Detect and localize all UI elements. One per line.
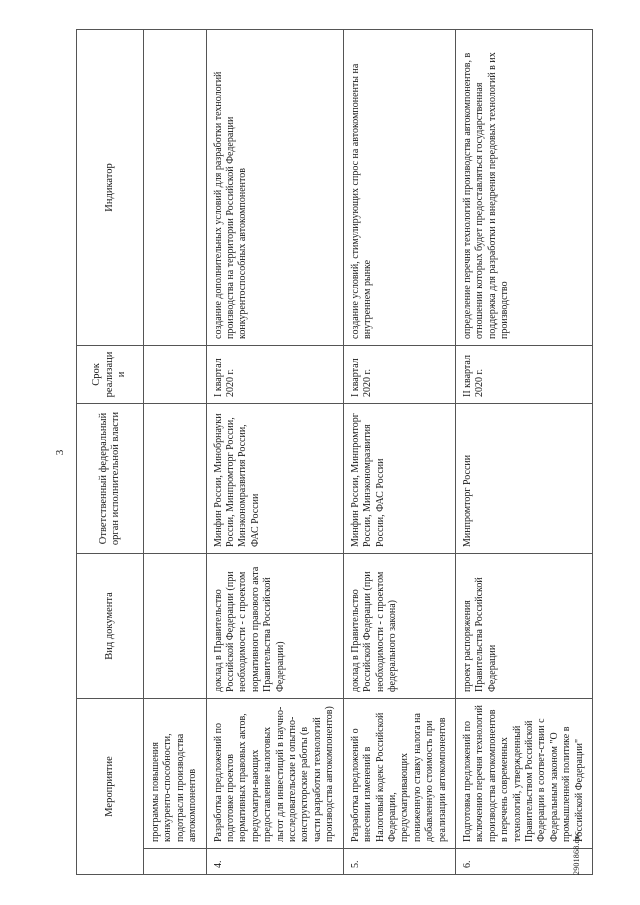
cell-indicator: определение перечня технологий производства автокомпонентов, в отношении которых будет предоставляться государственная поддержка для разработки и внедрения передовых технологий в их производство bbox=[455, 29, 592, 345]
cell-authority: Минпромторг России bbox=[455, 403, 592, 553]
cell-doc-type: доклад в Правительство Российской Федерации (при необходимости - с проектом нормативного правового акта Правительства Российской Федерации) bbox=[206, 553, 343, 698]
cell-authority bbox=[144, 403, 207, 553]
cell-event: Разработка предложений о внесении изменений в Налоговый кодекс Российской Федерации, предусматривающих пониженную ставку налога на добавленную стоимость при реализации автокомпонентов bbox=[343, 698, 455, 848]
page-number: 3 bbox=[54, 449, 66, 456]
cell-num: 5. bbox=[343, 849, 455, 875]
table-header-row bbox=[77, 29, 144, 874]
cell-event: Разработка предложений по подготовке проектов нормативных правовых актов, предусматри-вающих предоставление налоговых льгот для инвестиций в научно-исследовательские и опытно-конструкторские работы (в части разработки технологий производства автокомпонентов) bbox=[206, 698, 343, 848]
cell-deadline: I квартал 2020 г. bbox=[343, 345, 455, 403]
cell-indicator: создание условий, стимулирующих спрос на автокомпоненты на внутреннем рынке bbox=[343, 29, 455, 345]
table-row bbox=[455, 29, 592, 874]
cell-doc-type: проект распоряжения Правительства Российской Федерации bbox=[455, 553, 592, 698]
cell-num: 4. bbox=[206, 849, 343, 875]
table-row bbox=[206, 29, 343, 874]
measures-table bbox=[76, 29, 593, 875]
cell-event: Подготовка предложений по включению перечня технологий производства автокомпонентов в перечень современных технологий, утвержденный Правительством Российской Федерации в соответ-ствии с Федеральным законом "О промышленной политике в Российской Федерации" bbox=[455, 698, 592, 848]
cell-deadline: II квартал 2020 г. bbox=[455, 345, 592, 403]
header-indicator: Индикатор bbox=[77, 29, 144, 345]
header-event: Мероприятие bbox=[77, 698, 144, 874]
header-authority: Ответственный федеральный орган исполнительной власти bbox=[77, 403, 144, 553]
cell-deadline bbox=[144, 345, 207, 403]
header-deadline: Срок реализации bbox=[77, 345, 144, 403]
table-row bbox=[343, 29, 455, 874]
cell-doc-type: доклад в Правительство Российской Федерации (при необходимости - с проектом федерального закона) bbox=[343, 553, 455, 698]
cell-authority: Минфин России, Минобрнауки России, Минпромторг России, Минэкономразвития России, ФАС России bbox=[206, 403, 343, 553]
cell-doc-type bbox=[144, 553, 207, 698]
cell-deadline: I квартал 2020 г. bbox=[206, 345, 343, 403]
cell-num bbox=[144, 849, 207, 875]
cell-num: 6. bbox=[455, 849, 592, 875]
cell-indicator: создание дополнительных условий для разработки технологий производства на территории Российской Федерации конкурентоспособных автокомпонентов bbox=[206, 29, 343, 345]
table-row-continuation bbox=[144, 29, 207, 874]
cell-event: программы повышения конкуренто-способности, подотрасли производства автокомпонентов bbox=[144, 698, 207, 848]
file-name-footer: 2901868.doc bbox=[572, 831, 581, 875]
cell-indicator bbox=[144, 29, 207, 345]
header-doc-type: Вид документа bbox=[77, 553, 144, 698]
rotated-page bbox=[50, 30, 590, 875]
cell-authority: Минфин России, Минпромторг России, Минэкономразвития России, ФАС России bbox=[343, 403, 455, 553]
